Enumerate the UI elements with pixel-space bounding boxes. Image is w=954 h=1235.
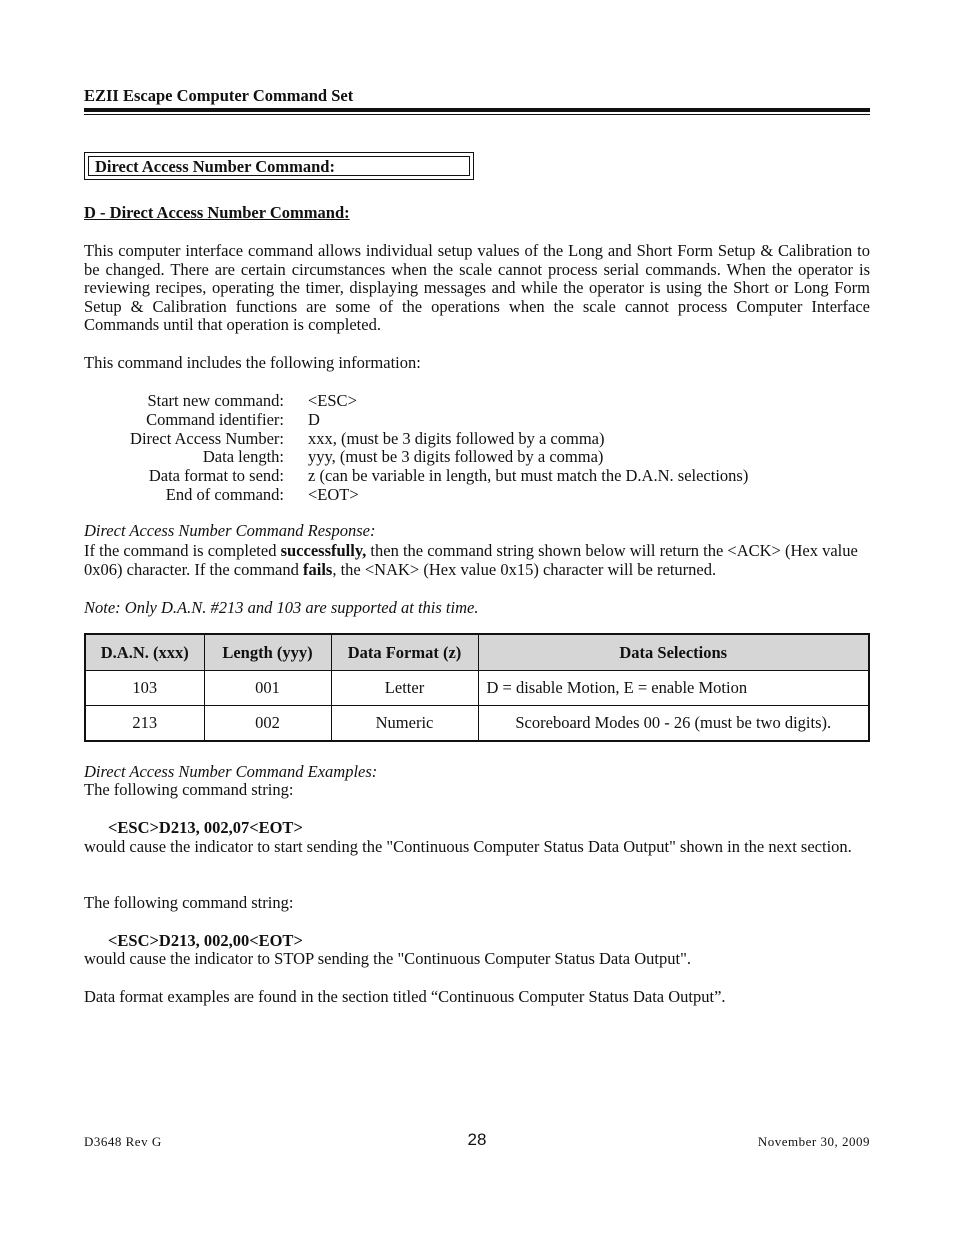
response-text-part: , the <NAK> (Hex value 0x15) character will be returned. <box>332 560 717 579</box>
info-label: Start new command: <box>147 391 284 410</box>
intro-paragraph: This computer interface command allows individual setup values of the Long and Short Form Setup & Calibration to be changed. There are certain circumstances when the scale cannot process serial commands. When the operator is reviewing recipes, operating the timer, displaying messages and while the operator is using the Short or Long Form Setup & Calibration functions are some of the operations when the scale cannot process Computer Interface Commands until that operation is completed. <box>84 241 870 335</box>
section-title: Direct Access Number Command: <box>88 156 470 176</box>
includes-text: This command includes the following information: <box>84 353 421 372</box>
cell-dan: 103 <box>85 671 204 706</box>
example-intro-2: The following command string: <box>84 893 294 912</box>
info-label: Data length: <box>202 447 284 466</box>
cell-length: 002 <box>204 706 331 742</box>
cell-format: Letter <box>331 671 478 706</box>
examples-heading: Direct Access Number Command Examples: <box>84 762 378 781</box>
example-command-2: <ESC>D213, 002,00<EOT> <box>108 931 303 950</box>
example-description-1: would cause the indicator to start sending the "Continuous Computer Status Data Output" shown in the next section. <box>84 837 852 856</box>
response-text <box>84 541 870 579</box>
footer-page-number: 28 <box>467 1130 487 1149</box>
col-header-format: Data Format (z) <box>331 634 478 671</box>
info-value: <EOT> <box>308 485 359 504</box>
response-text-part: then the command string shown below will return the <ACK> (Hex value 0x06) character. If the command <box>84 541 858 579</box>
response-heading: Direct Access Number Command Response: <box>84 521 376 540</box>
cell-format: Numeric <box>331 706 478 742</box>
col-header-selections: Data Selections <box>478 634 869 671</box>
cell-selections: Scoreboard Modes 00 - 26 (must be two digits). <box>478 706 869 742</box>
col-header-dan: D.A.N. (xxx) <box>85 634 204 671</box>
info-value: D <box>308 410 320 429</box>
dan-table <box>84 633 870 742</box>
header-rule-thick <box>84 108 870 112</box>
header-rule-thin <box>84 114 870 115</box>
footer-doc-id: D3648 Rev G <box>84 1134 162 1149</box>
response-fails-bold: fails <box>303 560 333 579</box>
col-header-length: Length (yyy) <box>204 634 331 671</box>
response-success-bold: successfully, <box>280 541 367 560</box>
support-note: Note: Only D.A.N. #213 and 103 are supported at this time. <box>84 598 479 617</box>
info-label: Command identifier: <box>146 410 284 429</box>
data-format-reference: Data format examples are found in the section titled “Continuous Computer Status Data Output”. <box>84 987 726 1006</box>
footer-date: November 30, 2009 <box>757 1134 870 1149</box>
table-row <box>85 706 869 742</box>
info-label: End of command: <box>165 485 284 504</box>
section-title-box <box>84 152 474 180</box>
info-value: z (can be variable in length, but must match the D.A.N. selections) <box>308 466 749 485</box>
response-text-part: If the command is completed <box>84 541 281 560</box>
cell-dan: 213 <box>85 706 204 742</box>
info-value: yyy, (must be 3 digits followed by a comma) <box>308 447 604 466</box>
example-description-2: would cause the indicator to STOP sending the "Continuous Computer Status Data Output". <box>84 949 691 968</box>
page-header-title: EZII Escape Computer Command Set <box>84 86 354 105</box>
info-label: Data format to send: <box>148 466 284 485</box>
example-command-1: <ESC>D213, 002,07<EOT> <box>108 818 303 837</box>
command-subheading: D - Direct Access Number Command: <box>84 203 350 222</box>
info-label: Direct Access Number: <box>130 429 284 448</box>
table-header-row <box>85 634 869 671</box>
info-value: xxx, (must be 3 digits followed by a comma) <box>308 429 605 448</box>
example-intro-1: The following command string: <box>84 780 294 799</box>
table-row <box>85 671 869 706</box>
cell-selections: D = disable Motion, E = enable Motion <box>478 671 869 706</box>
cell-length: 001 <box>204 671 331 706</box>
info-value: <ESC> <box>308 391 357 410</box>
